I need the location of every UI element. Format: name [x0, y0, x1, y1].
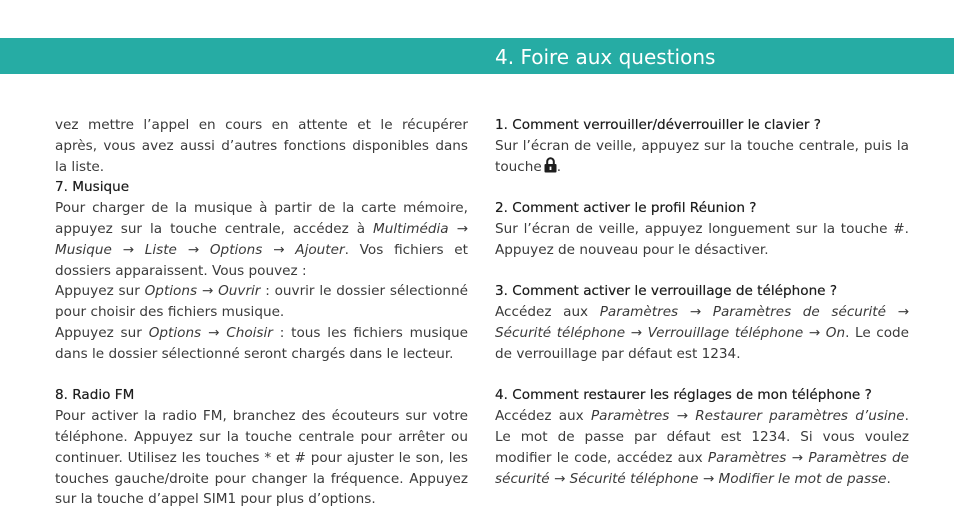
left-column [55, 115, 468, 510]
paragraph-gap [495, 365, 909, 386]
radio-paragraph: Pour activer la radio FM, branchez des écouteurs sur votre téléphone. Appuyez sur la touche centrale pour arrêter ou continuer. Utilisez les touches * et # pour ajuster le son, les touches gauche/droite pour changer la fréquence. Appuyez sur la touche d’appel SIM1 pour plus d’options. [55, 408, 468, 508]
section-heading-radio: 8. Radio FM [55, 387, 135, 404]
faq-answer-1: Sur l’écran de veille, appuyez sur la touche centrale, puis la touche . [495, 137, 909, 175]
faq-answer-4: Accédez aux Paramètres → Restaurer paramètres d’usine. Le mot de passe par défaut est 1234. Si vous voulez modifier le code, accédez aux Paramètres → Paramètres de sécurité → Sécurité téléphone → Modifier le mot de passe. [495, 408, 910, 487]
paragraph-gap [55, 365, 468, 386]
paragraph-gap [495, 177, 909, 198]
faq-answer-2: Sur l’écran de veille, appuyez longuement sur la touche #. Appuyez de nouveau pour le désactiver. [495, 220, 909, 258]
faq-question-3: 3. Comment activer le verrouillage de téléphone ? [495, 283, 838, 300]
header-band [0, 38, 954, 74]
music-paragraph-2: Appuyez sur Options → Ouvrir : ouvrir le dossier sélectionné pour choisir des fichiers musique. [55, 283, 468, 321]
page-title: 4. Foire aux questions [495, 45, 716, 69]
paragraph-gap [495, 261, 909, 282]
faq-question-2: 2. Comment activer le profil Réunion ? [495, 200, 757, 217]
faq-question-1: 1. Comment verrouiller/déverrouiller le clavier ? [495, 117, 821, 133]
section-heading-music: 7. Musique [55, 179, 130, 196]
music-paragraph-3: Appuyez sur Options → Choisir : tous les fichiers musique dans le dossier sélectionné seront chargés dans le lecteur. [55, 324, 468, 362]
intro-paragraph: vez mettre l’appel en cours en attente et le récupérer après, vous avez aussi d’autres fonctions disponibles dans la liste. [55, 117, 468, 175]
lock-icon [544, 157, 557, 173]
music-paragraph-1: Pour charger de la musique à partir de la carte mémoire, appuyez sur la touche centrale, accédez à Multimédia → Musique → Liste → Options → Ajouter. Vos fichiers et dossiers apparaissent. Vous pouvez : [55, 200, 468, 279]
faq-answer-3: Accédez aux Paramètres → Paramètres de sécurité → Sécurité téléphone → Verrouillage téléphone → On. Le code de verrouillage par défaut est 1234. [495, 304, 910, 362]
right-column [495, 115, 909, 489]
faq-question-4: 4. Comment restaurer les réglages de mon téléphone ? [495, 387, 872, 404]
